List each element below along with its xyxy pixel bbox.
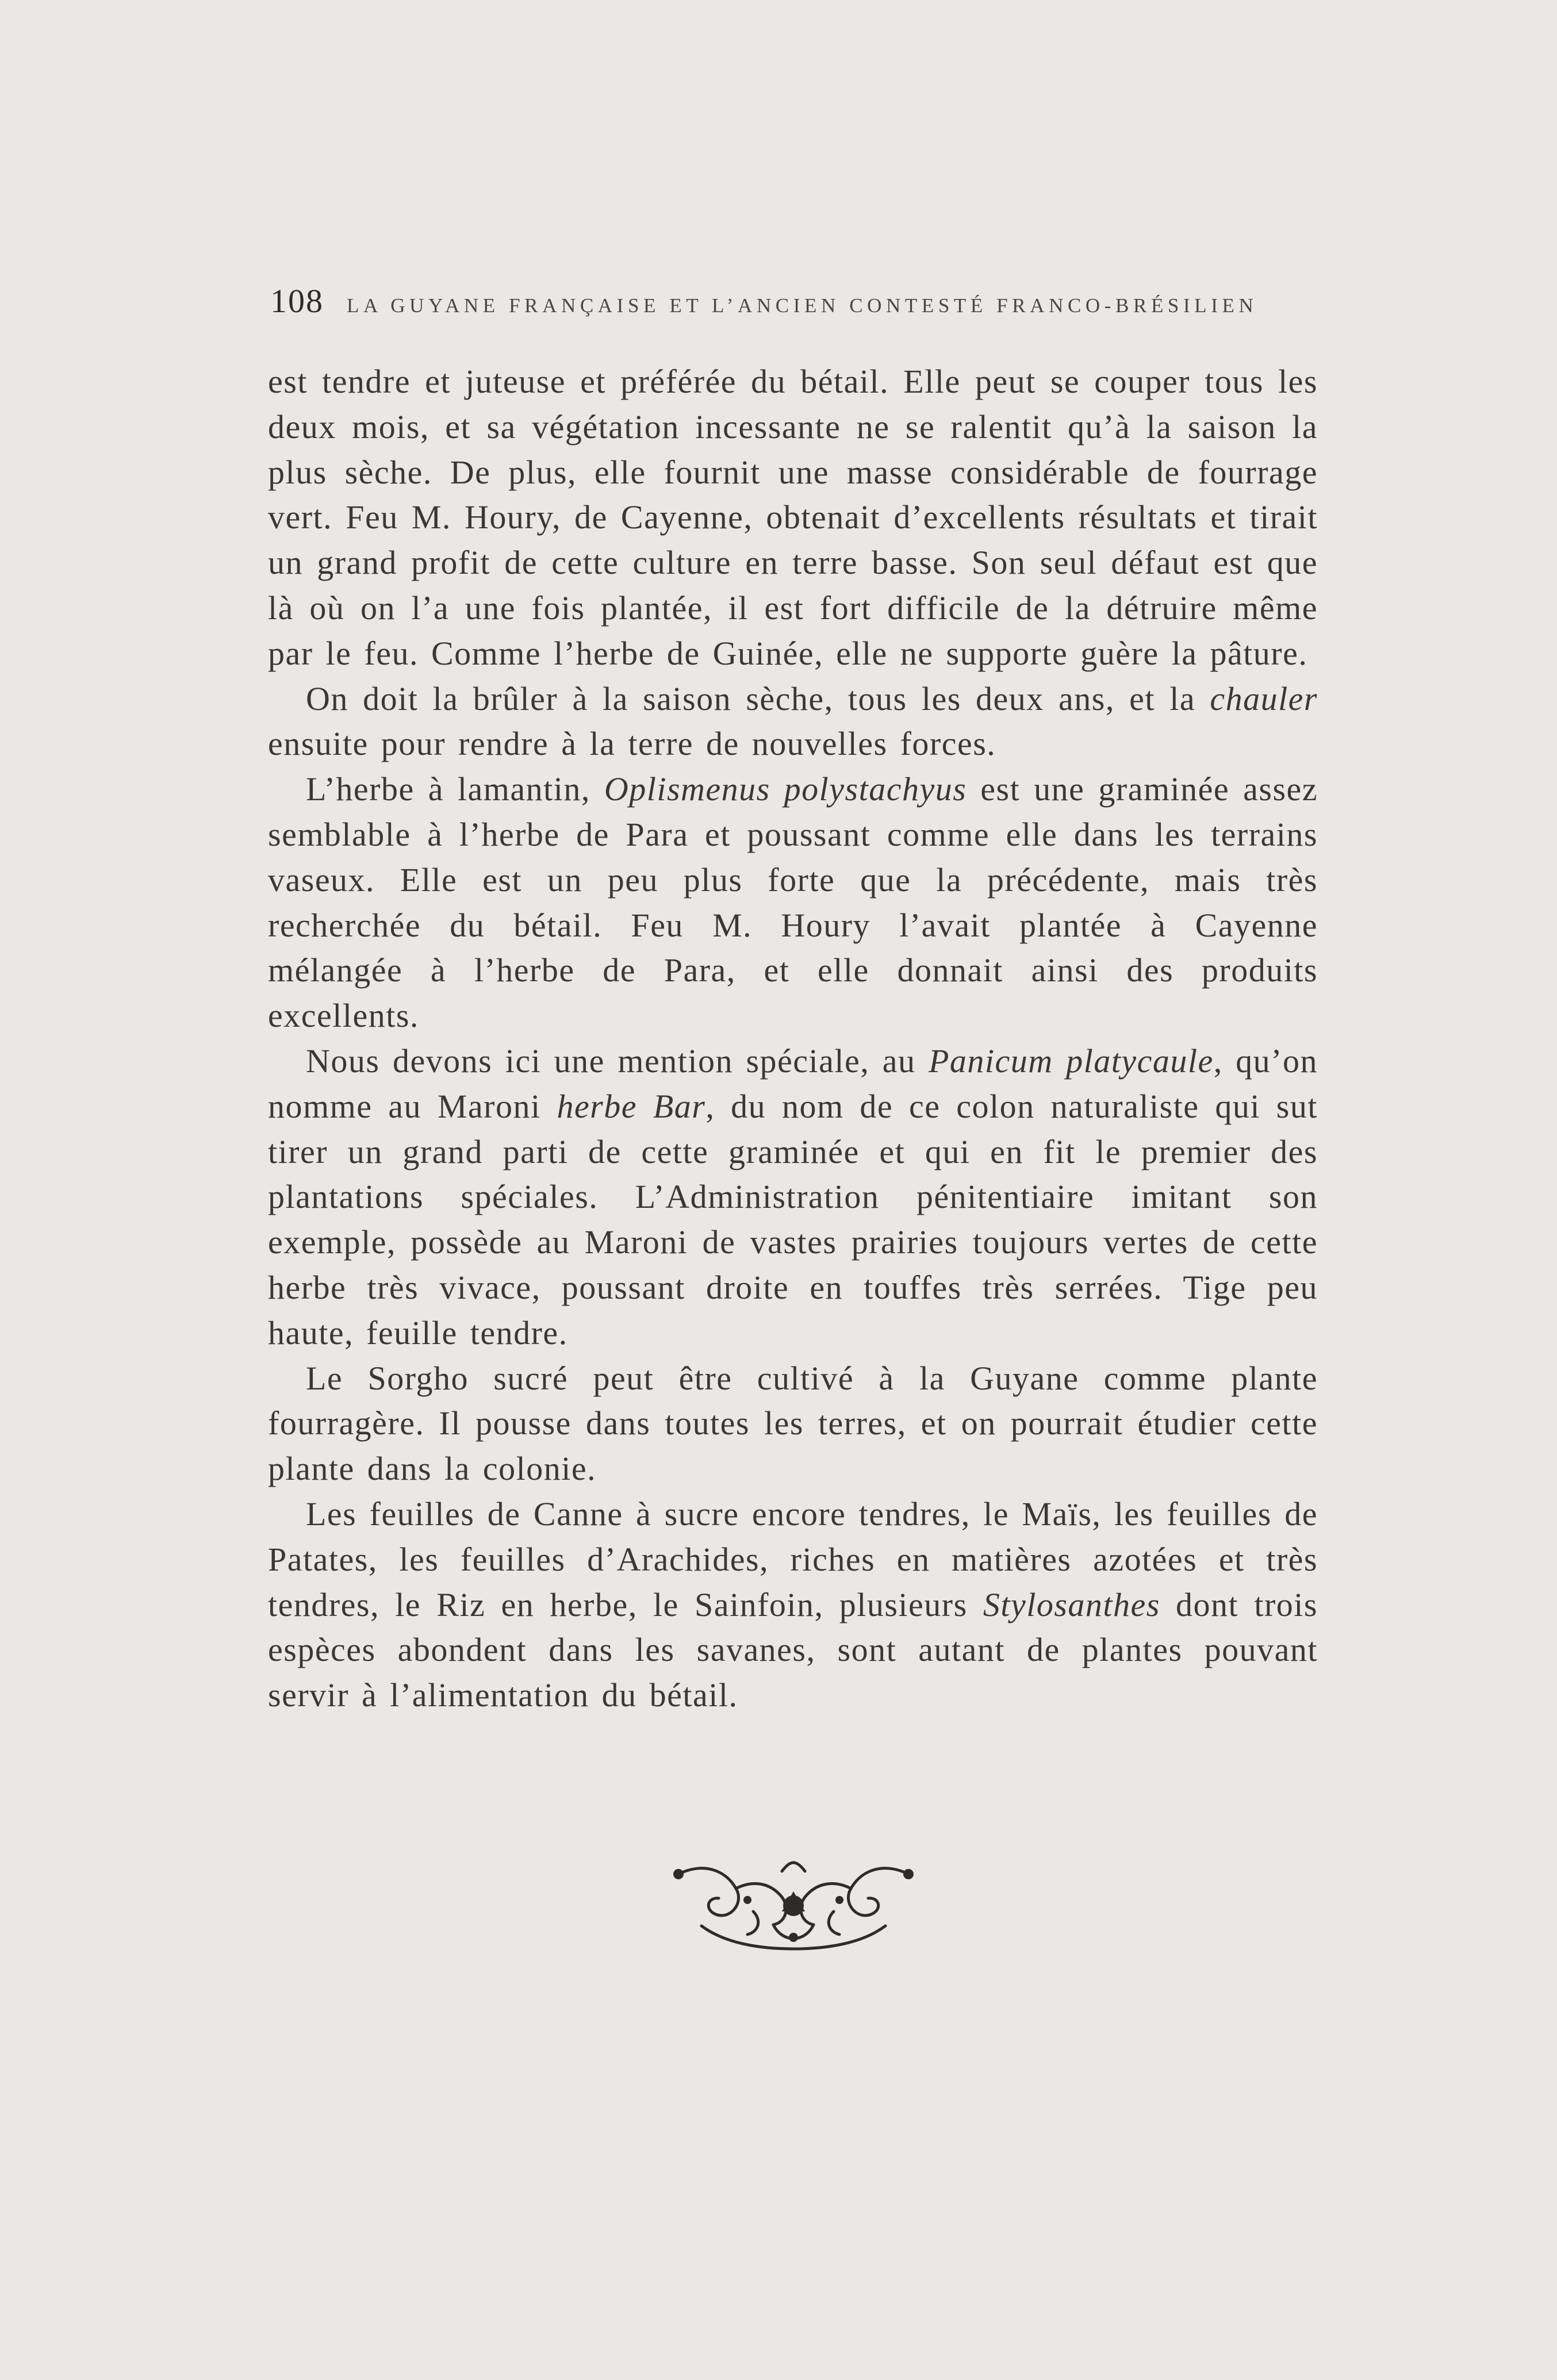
italic-term: Stylosanthes [983, 1586, 1160, 1623]
ornament-drawing [667, 1857, 920, 1957]
text-run: Nous devons ici une mention spéciale, au [306, 1042, 929, 1080]
paragraph [268, 677, 1318, 767]
italic-term: Oplismenus polystachyus [604, 770, 967, 808]
italic-term: chauler [1210, 680, 1318, 717]
text-run: Les feuilles de Canne à sucre encore tendres, le Maïs, les feuilles de Patates, les feuilles d’Arachides, riches en matières azotées et très tendres, le Riz en herbe, le Sainfoin, plusieurs [268, 1495, 1318, 1623]
text-run: , qu’on nomme au Maroni [268, 1042, 1318, 1125]
italic-term: herbe Bar [557, 1087, 706, 1125]
text-run: On doit la brûler à la saison sèche, tous les deux ans, et la [306, 680, 1210, 717]
text-run: ensuite pour rendre à la terre de nouvelles forces. [268, 725, 996, 763]
page-number: 108 [270, 282, 324, 320]
italic-term: Panicum platycaule [928, 1042, 1214, 1080]
running-header [270, 282, 1271, 320]
paragraph [268, 767, 1318, 1039]
body-text [268, 359, 1318, 1718]
paragraph [268, 1356, 1318, 1492]
paragraph [268, 359, 1318, 677]
text-run: , du nom de ce colon naturaliste qui sut tirer un grand parti de cette graminée et qui en fit le premier des plantations spéciales. L’Administration pénitentiaire imitant son exemple, possède au Maroni de vastes prairies toujours vertes de cette herbe très vivace, poussant droite en touffes très serrées. Tige peu haute, feuille tendre. [268, 1087, 1318, 1352]
paragraph [268, 1492, 1318, 1718]
text-run: est tendre et juteuse et préférée du bétail. Elle peut se couper tous les deux mois, et sa végétation incessante ne se ralentit qu’à la saison la plus sèche. De plus, elle fournit une masse considérable de fourrage vert. Feu M. Houry, de Cayenne, obtenait d’excellents résultats et tirait un grand profit de cette culture en terre basse. Son seul défaut est que là où on l’a une fois plantée, il est fort difficile de la détruire même par le feu. Comme l’herbe de Guinée, elle ne supporte guère la pâture. [268, 363, 1318, 672]
text-run: Le Sorgho sucré peut être cultivé à la Guyane comme plante fourragère. Il pousse dans toutes les terres, et on pourrait étudier cette plante dans la colonie. [268, 1359, 1318, 1488]
fleuron-tailpiece-icon [667, 1857, 920, 1957]
running-title: LA GUYANE FRANÇAISE ET L’ANCIEN CONTESTÉ FRANCO-BRÉSILIEN [347, 294, 1258, 317]
text-run: est une graminée assez semblable à l’herbe de Para et poussant comme elle dans les terrains vaseux. Elle est un peu plus forte que la précédente, mais très recherchée du bétail. Feu M. Houry l’avait plantée à Cayenne mélangée à l’herbe de Para, et elle donnait ainsi des produits excellents. [268, 770, 1318, 1035]
paragraph [268, 1039, 1318, 1356]
text-run: L’herbe à lamantin, [306, 770, 604, 808]
text-run: dont trois espèces abondent dans les savanes, sont autant de plantes pouvant servir à l’alimentation du bétail. [268, 1586, 1318, 1714]
